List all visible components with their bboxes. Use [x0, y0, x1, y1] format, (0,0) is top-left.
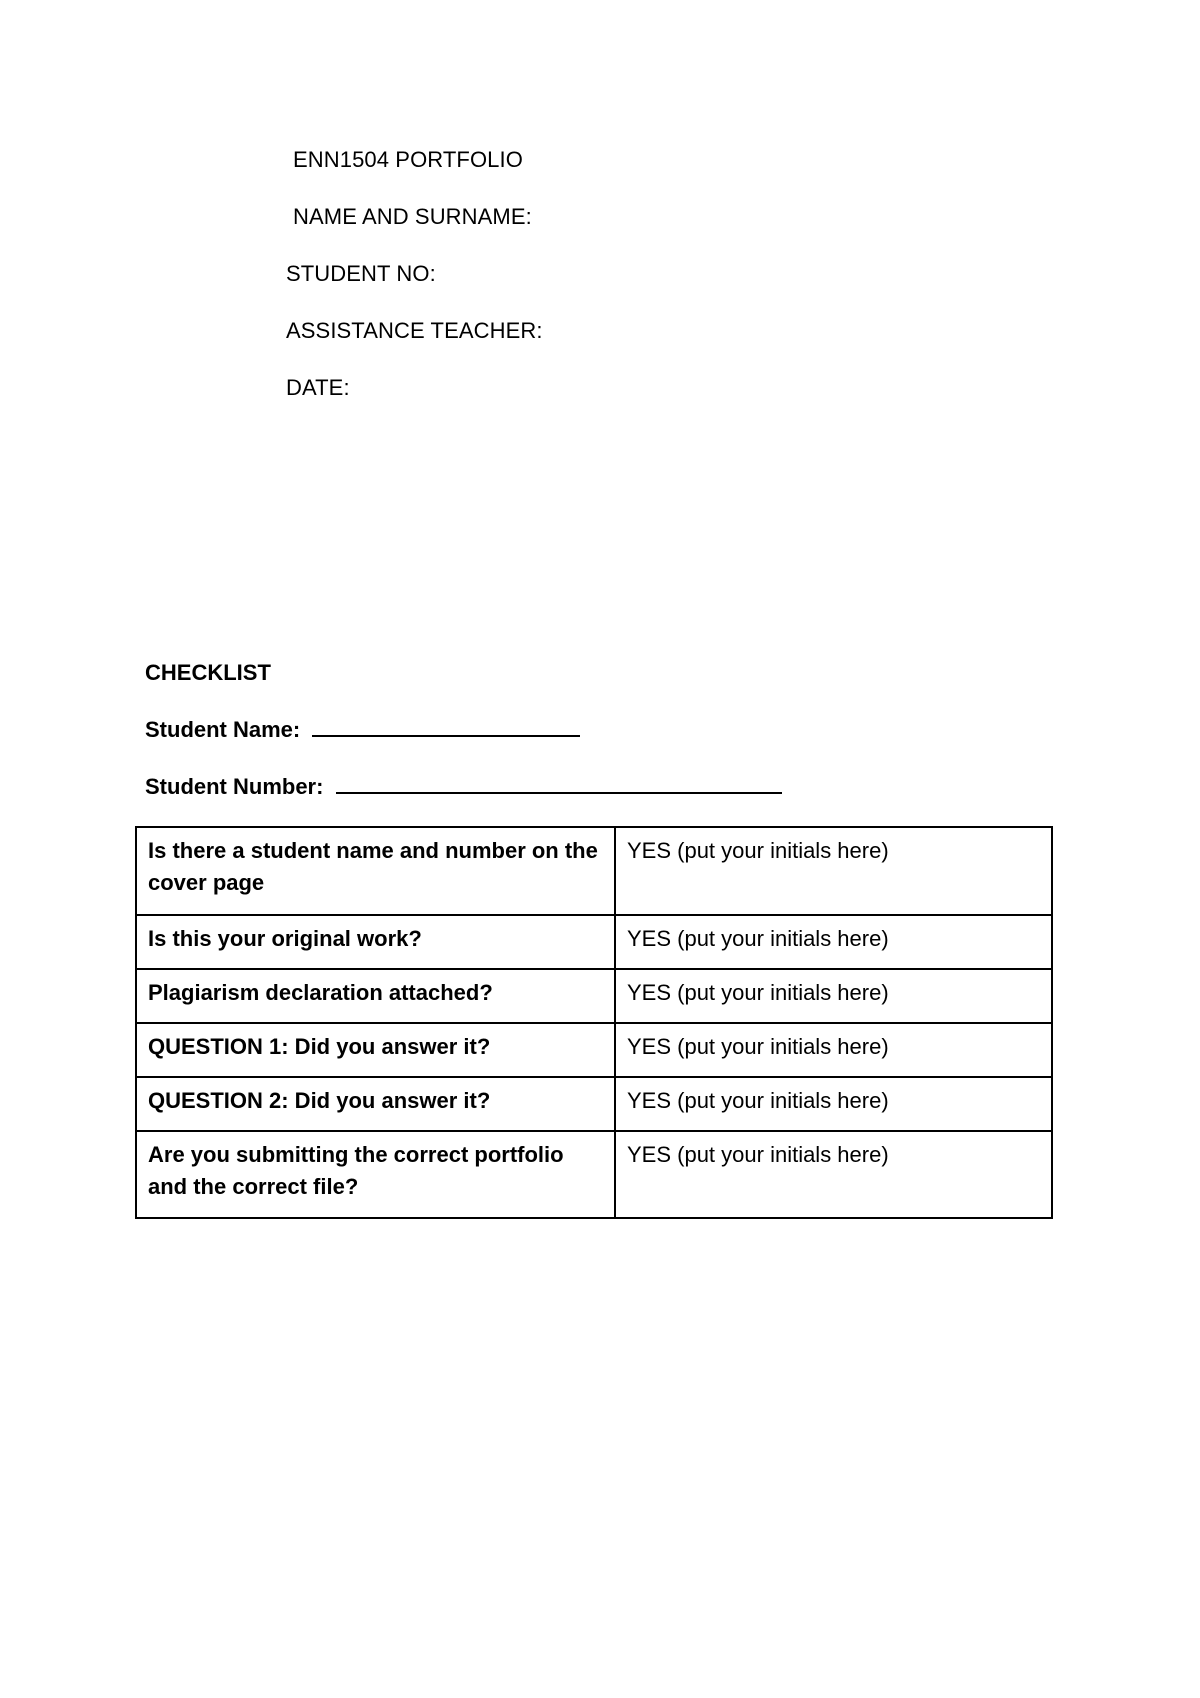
- table-row: [136, 915, 1052, 969]
- student-name-blank-line[interactable]: [312, 717, 580, 737]
- checklist-question: Is this your original work?: [136, 915, 615, 969]
- checklist-question: QUESTION 2: Did you answer it?: [136, 1077, 615, 1131]
- checklist-table: [135, 826, 1053, 1219]
- student-number-field: [145, 774, 782, 800]
- checklist-question: QUESTION 1: Did you answer it?: [136, 1023, 615, 1077]
- checklist-question: Plagiarism declaration attached?: [136, 969, 615, 1023]
- checklist-answer[interactable]: YES (put your initials here): [615, 1131, 1052, 1218]
- checklist-answer[interactable]: YES (put your initials here): [615, 915, 1052, 969]
- student-no-label: STUDENT NO:: [286, 261, 436, 286]
- student-name-field: [145, 717, 580, 743]
- checklist-answer[interactable]: YES (put your initials here): [615, 827, 1052, 915]
- checklist-answer[interactable]: YES (put your initials here): [615, 1077, 1052, 1131]
- table-row: [136, 1023, 1052, 1077]
- student-number-label: Student Number:: [145, 774, 330, 799]
- table-row: [136, 969, 1052, 1023]
- portfolio-title: ENN1504 PORTFOLIO: [293, 147, 523, 172]
- table-row: [136, 1131, 1052, 1218]
- checklist-question: Are you submitting the correct portfolio and the correct file?: [136, 1131, 615, 1218]
- table-row: [136, 1077, 1052, 1131]
- student-number-blank-line[interactable]: [336, 774, 782, 794]
- assistance-teacher-label: ASSISTANCE TEACHER:: [286, 318, 543, 343]
- checklist-answer[interactable]: YES (put your initials here): [615, 969, 1052, 1023]
- student-name-label: Student Name:: [145, 717, 307, 742]
- date-label: DATE:: [286, 375, 350, 400]
- checklist-heading: CHECKLIST: [145, 660, 271, 685]
- checklist-answer[interactable]: YES (put your initials here): [615, 1023, 1052, 1077]
- checklist-question: Is there a student name and number on the cover page: [136, 827, 615, 915]
- table-row: [136, 827, 1052, 915]
- name-and-surname-label: NAME AND SURNAME:: [293, 204, 532, 229]
